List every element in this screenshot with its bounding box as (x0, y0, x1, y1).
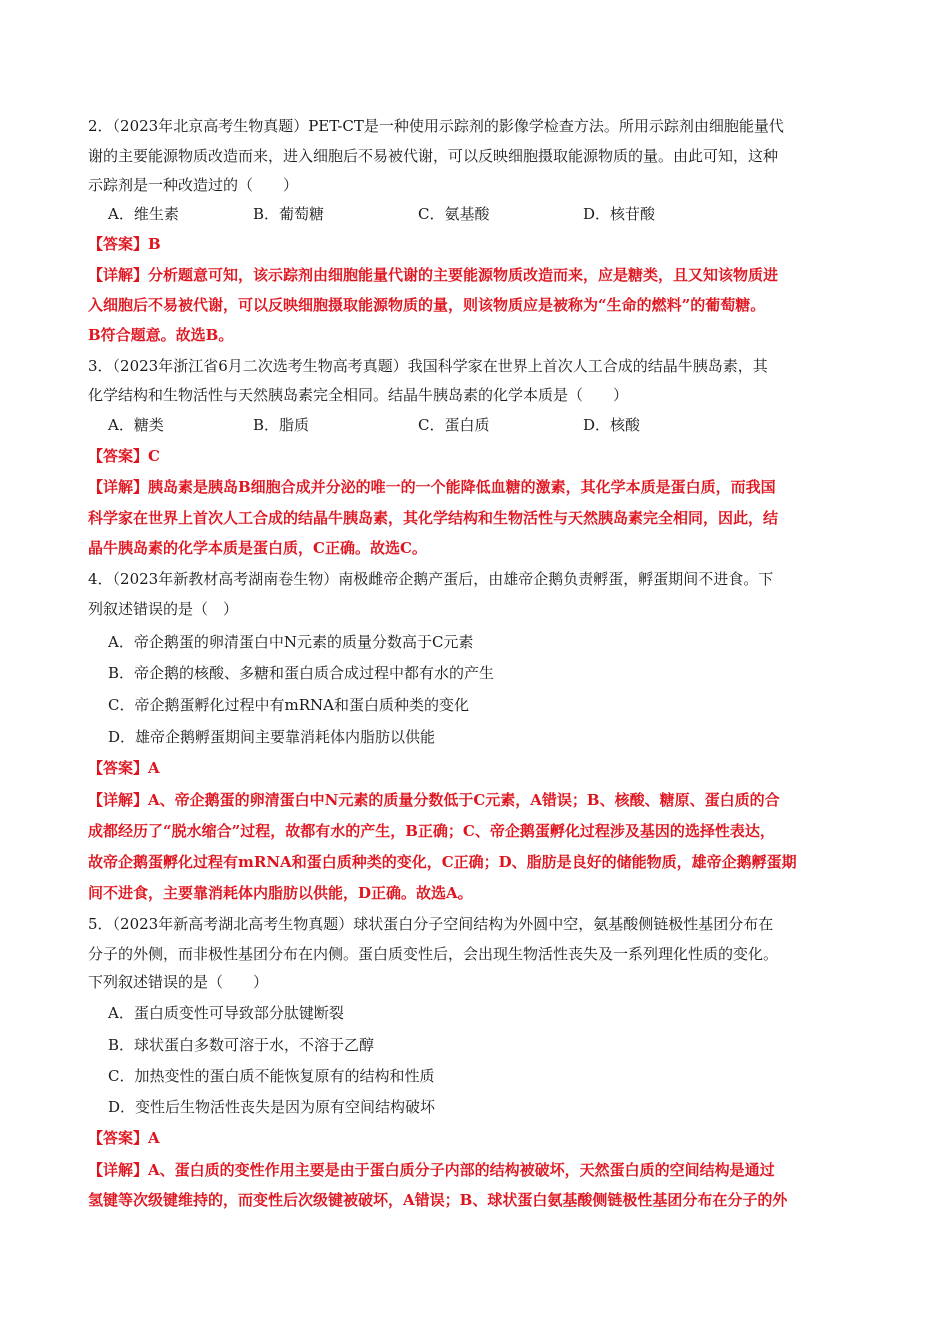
q5-explanation-line-1: 【详解】A、蛋白质的变性作用主要是由于蛋白质分子内部的结构被破坏，天然蛋白质的空间结构是通过 (88, 1161, 775, 1179)
q5-option-b: B．球状蛋白多数可溶于水，不溶于乙醇 (108, 1036, 375, 1054)
q3-explanation-line-2: 科学家在世界上首次人工合成的结晶牛胰岛素，其化学结构和生物活性与天然胰岛素完全相同，因此，结 (88, 509, 779, 527)
q5-stem-line-3: 下列叙述错误的是（ ） (88, 973, 269, 991)
q4-explanation-line-4: 间不进食，主要靠消耗体内脂肪以供能，D正确。故选A。 (88, 884, 473, 902)
q2-explanation-line-2: 入细胞后不易被代谢，可以反映细胞摄取能源物质的量，则该物质应是被称为“生命的燃料”的葡萄糖。 (88, 296, 766, 314)
q5-answer: 【答案】A (88, 1129, 160, 1147)
q3-option-a: A．糖类 (108, 416, 164, 434)
q2-option-b: B．葡萄糖 (253, 205, 325, 223)
q2-option-c: C．氨基酸 (418, 205, 490, 223)
q5-option-d: D．变性后生物活性丧失是因为原有空间结构破坏 (108, 1098, 436, 1116)
q4-option-a: A．帝企鹅蛋的卵清蛋白中N元素的质量分数高于C元素 (108, 633, 474, 651)
q4-option-c: C．帝企鹅蛋孵化过程中有mRNA和蛋白质种类的变化 (108, 696, 469, 714)
q3-option-b: B．脂质 (253, 416, 310, 434)
q2-explanation-line-1: 【详解】分析题意可知，该示踪剂由细胞能量代谢的主要能源物质改造而来，应是糖类，且又知该物质进 (88, 266, 779, 284)
q4-explanation-line-1: 【详解】A、帝企鹅蛋的卵清蛋白中N元素的质量分数低于C元素，A错误；B、核酸、糖原、蛋白质的合 (88, 791, 780, 809)
q2-explanation-line-3: B符合题意。故选B。 (88, 326, 234, 344)
q4-explanation-line-2: 成都经历了“脱水缩合”过程，故都有水的产生，B正确；C、帝企鹅蛋孵化过程涉及基因的选择性表达， (88, 822, 775, 840)
q5-option-a: A．蛋白质变性可导致部分肽键断裂 (108, 1004, 344, 1022)
q4-option-d: D．雄帝企鹅孵蛋期间主要靠消耗体内脂肪以供能 (108, 728, 436, 746)
q4-answer: 【答案】A (88, 759, 160, 777)
q3-option-d: D．核酸 (583, 416, 641, 434)
q3-explanation-line-3: 晶牛胰岛素的化学本质是蛋白质，C正确。故选C。 (88, 539, 427, 557)
q5-option-c: C．加热变性的蛋白质不能恢复原有的结构和性质 (108, 1067, 435, 1085)
q5-stem-line-2: 分子的外侧，而非极性基团分布在内侧。蛋白质变性后，会出现生物活性丧失及一系列理化性质的变化。 (88, 945, 779, 963)
q4-stem-line-1: 4．（2023年新教材高考湖南卷生物）南极雌帝企鹅产蛋后，由雄帝企鹅负责孵蛋，孵蛋期间不进食。下 (88, 570, 774, 588)
q2-answer: 【答案】B (88, 235, 161, 253)
q5-stem-line-1: 5．（2023年新高考湖北高考生物真题）球状蛋白分子空间结构为外圆中空，氨基酸侧链极性基团分布在 (88, 915, 774, 933)
q5-explanation-line-2: 氢键等次级键维持的，而变性后次级键被破坏，A错误；B、球状蛋白氨基酸侧链极性基团分布在分子的外 (88, 1191, 788, 1209)
q4-option-b: B．帝企鹅的核酸、多糖和蛋白质合成过程中都有水的产生 (108, 664, 495, 682)
q3-answer: 【答案】C (88, 447, 160, 465)
q2-stem-line-1: 2．（2023年北京高考生物真题）PET-CT是一种使用示踪剂的影像学检查方法。所用示踪剂由细胞能量代 (88, 117, 784, 135)
q3-option-c: C．蛋白质 (418, 416, 490, 434)
q2-stem-line-2: 谢的主要能源物质改造而来，进入细胞后不易被代谢，可以反映细胞摄取能源物质的量。由此可知，这种 (88, 147, 779, 165)
q4-stem-line-2: 列叙述错误的是（ ） (88, 600, 239, 618)
q2-option-a: A．维生素 (108, 205, 179, 223)
q2-option-d: D．核苷酸 (583, 205, 656, 223)
q2-stem-line-3: 示踪剂是一种改造过的（ ） (88, 176, 299, 194)
q4-explanation-line-3: 故帝企鹅蛋孵化过程有mRNA和蛋白质种类的变化，C正确；D、脂肪是良好的储能物质，雄帝企鹅孵蛋期 (88, 853, 797, 871)
q3-stem-line-1: 3．（2023年浙江省6月二次选考生物高考真题）我国科学家在世界上首次人工合成的结晶牛胰岛素，其 (88, 357, 768, 375)
q3-explanation-line-1: 【详解】胰岛素是胰岛B细胞合成并分泌的唯一的一个能降低血糖的激素，其化学本质是蛋白质，而我国 (88, 478, 776, 496)
q3-stem-line-2: 化学结构和生物活性与天然胰岛素完全相同。结晶牛胰岛素的化学本质是（ ） (88, 386, 629, 404)
